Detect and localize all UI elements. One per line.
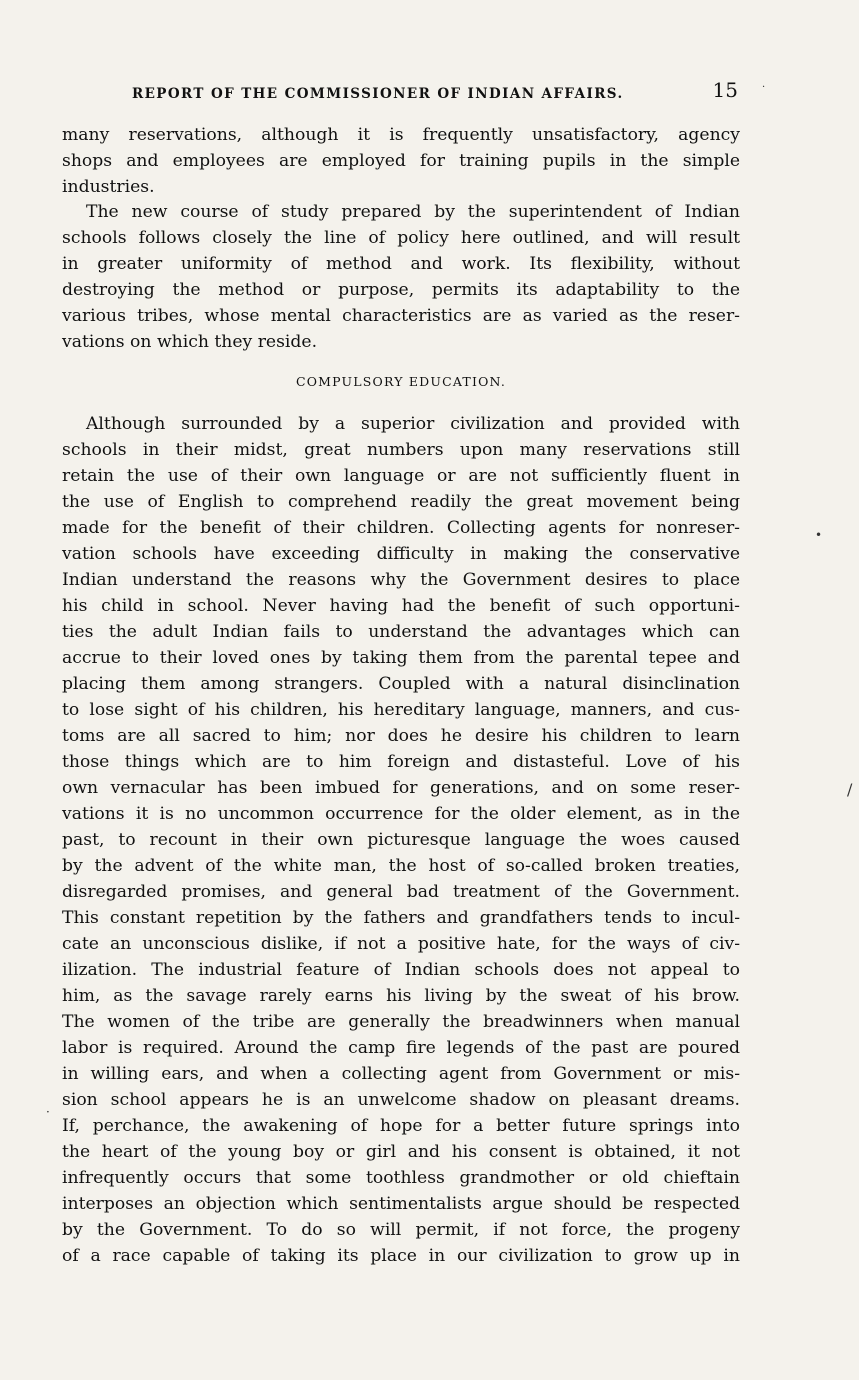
text-line: him, as the savage rarely earns his living by the sweat of his brow.	[62, 986, 740, 1006]
section-heading: COMPULSORY EDUCATION.	[295, 374, 507, 389]
text-line: The new course of study prepared by the superintendent of Indian	[86, 202, 740, 222]
text-line: labor is required. Around the camp fire legends of the past are poured	[62, 1038, 740, 1058]
text-line: of a race capable of taking its place in our civilization to grow up in	[62, 1246, 740, 1266]
text-line: sion school appears he is an unwelcome shadow on pleasant dreams.	[62, 1090, 740, 1110]
page-number: 15	[712, 78, 738, 102]
text-line: retain the use of their own language or are not sufficiently fluent in	[62, 466, 740, 486]
text-line: those things which are to him foreign and distasteful. Love of his	[62, 752, 740, 772]
text-line: destroying the method or purpose, permits its adaptability to the	[62, 280, 740, 300]
text-line: This constant repetition by the fathers and grandfathers tends to incul-	[62, 908, 740, 928]
text-line: by the Government. To do so will permit, if not force, the progeny	[62, 1220, 740, 1240]
text-line: schools follows closely the line of policy here outlined, and will result	[62, 228, 740, 248]
text-line: the heart of the young boy or girl and his consent is obtained, it not	[62, 1142, 740, 1162]
text-line: interposes an objection which sentimentalists argue should be respected	[62, 1194, 740, 1214]
text-line: industries.	[62, 177, 155, 197]
text-line: accrue to their loved ones by taking them from the parental tepee and	[62, 648, 740, 668]
scan-speck: ·	[762, 82, 766, 93]
text-line: ties the adult Indian fails to understand the advantages which can	[62, 622, 740, 642]
text-line: past, to recount in their own picturesque language the woes caused	[62, 830, 740, 850]
text-line: in greater uniformity of method and work. Its flexibility, without	[62, 254, 740, 274]
text-line: vations on which they reside.	[62, 332, 318, 352]
paragraph-continuation	[62, 122, 740, 200]
text-line: Although surrounded by a superior civilization and provided with	[86, 414, 740, 434]
text-line: If, perchance, the awakening of hope for a better future springs into	[62, 1116, 740, 1136]
text-line: disregarded promises, and general bad treatment of the Government.	[62, 882, 740, 902]
paragraph-course-of-study	[62, 199, 740, 355]
margin-tick-mark: /	[847, 780, 853, 799]
text-line: placing them among strangers. Coupled with a natural disinclination	[62, 674, 740, 694]
text-line: various tribes, whose mental characteristics are as varied as the reser-	[62, 306, 740, 326]
text-line: ilization. The industrial feature of Indian schools does not appeal to	[62, 960, 740, 980]
text-line: by the advent of the white man, the host of so-called broken treaties,	[62, 856, 740, 876]
scan-speck: ·	[46, 1105, 50, 1119]
text-line: made for the benefit of their children. Collecting agents for nonreser-	[62, 518, 740, 538]
text-line: vations it is no uncommon occurrence for the older element, as in the	[62, 804, 740, 824]
text-line: his child in school. Never having had the benefit of such opportuni-	[62, 596, 740, 616]
text-line: many reservations, although it is frequently unsatisfactory, agency	[62, 125, 740, 145]
text-line: cate an unconscious dislike, if not a positive hate, for the ways of civ-	[62, 934, 740, 954]
running-head	[62, 76, 740, 106]
text-line: infrequently occurs that some toothless grandmother or old chieftain	[62, 1168, 740, 1188]
running-title: REPORT OF THE COMMISSIONER OF INDIAN AFFAIRS.	[132, 86, 624, 102]
paragraph-compulsory-education	[62, 411, 740, 1269]
text-line: Indian understand the reasons why the Government desires to place	[62, 570, 740, 590]
text-line: vation schools have exceeding difficulty in making the conservative	[62, 544, 740, 564]
text-line: shops and employees are employed for training pupils in the simple	[62, 151, 740, 171]
text-line: schools in their midst, great numbers upon many reservations still	[62, 440, 740, 460]
text-line: in willing ears, and when a collecting agent from Government or mis-	[62, 1064, 740, 1084]
text-line: the use of English to comprehend readily the great movement being	[62, 492, 740, 512]
scan-speck: •	[815, 528, 823, 542]
text-line: own vernacular has been imbued for generations, and on some reser-	[62, 778, 740, 798]
text-line: to lose sight of his children, his hereditary language, manners, and cus-	[62, 700, 740, 720]
text-line: toms are all sacred to him; nor does he desire his children to learn	[62, 726, 740, 746]
text-line: The women of the tribe are generally the breadwinners when manual	[62, 1012, 740, 1032]
